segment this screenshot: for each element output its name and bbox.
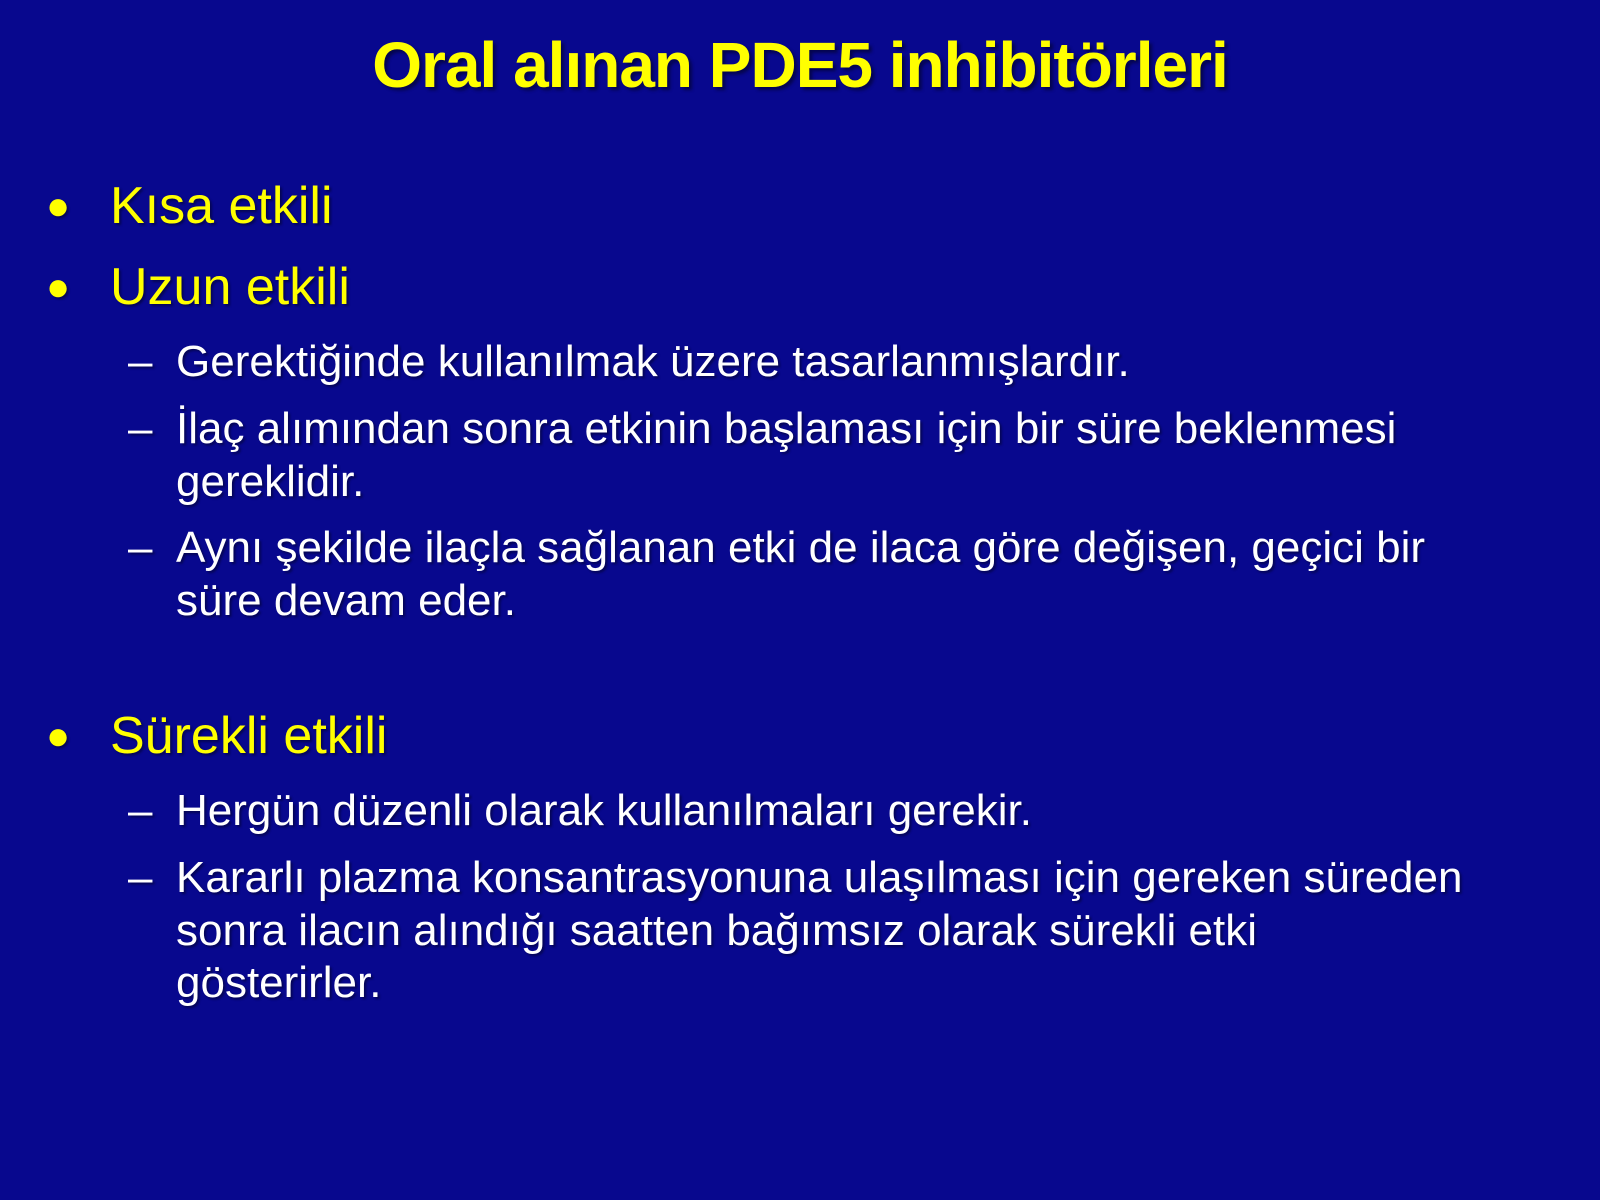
slide-title: Oral alınan PDE5 inhibitörleri bbox=[372, 29, 1228, 101]
sub-bullet-item bbox=[128, 522, 1470, 628]
sublist-surekli-etkili bbox=[128, 785, 1470, 1010]
dash-marker-icon: – bbox=[128, 523, 153, 573]
dash-marker-icon: – bbox=[128, 403, 153, 453]
bullet-text: Uzun etkili bbox=[110, 258, 350, 316]
sub-bullet-text: Kararlı plazma konsantrasyonuna ulaşılması için gereken süreden sonra ilacın alındığı saatten bağımsız olarak sürekli etki gösterirler. bbox=[176, 852, 1463, 1008]
sub-bullet-text: Aynı şekilde ilaçla sağlanan etki de ilaca göre değişen, geçici bir süre devam eder. bbox=[176, 523, 1426, 626]
bullet-dot-icon: ● bbox=[46, 713, 71, 758]
sub-bullet-item bbox=[128, 336, 1470, 389]
sub-bullet-item bbox=[128, 403, 1470, 509]
vertical-spacer bbox=[40, 642, 1470, 704]
bullet-text: Kısa etkili bbox=[110, 177, 333, 235]
sub-bullet-text: Hergün düzenli olarak kullanılmaları gerekir. bbox=[176, 785, 1032, 835]
bullet-dot-icon: ● bbox=[46, 265, 71, 309]
sub-bullet-item bbox=[128, 852, 1470, 1010]
sub-bullet-text: Gerektiğinde kullanılmak üzere tasarlanmışlardır. bbox=[176, 337, 1130, 386]
bullet-item-uzun-etkili bbox=[40, 255, 1470, 320]
slide-body bbox=[0, 174, 1600, 1010]
sub-bullet-text: İlaç alımından sonra etkinin başlaması için bir süre beklenmesi gereklidir. bbox=[176, 403, 1397, 506]
dash-marker-icon: – bbox=[128, 337, 153, 386]
dash-marker-icon: – bbox=[128, 785, 153, 835]
dash-marker-icon: – bbox=[128, 852, 153, 902]
sublist-uzun-etkili bbox=[128, 336, 1470, 628]
bullet-item-surekli-etkili bbox=[40, 704, 1470, 769]
bullet-item-kisa-etkili bbox=[40, 174, 1470, 239]
sub-bullet-item bbox=[128, 785, 1470, 838]
bullet-text: Sürekli etkili bbox=[110, 706, 388, 765]
bullet-dot-icon: ● bbox=[46, 184, 71, 228]
